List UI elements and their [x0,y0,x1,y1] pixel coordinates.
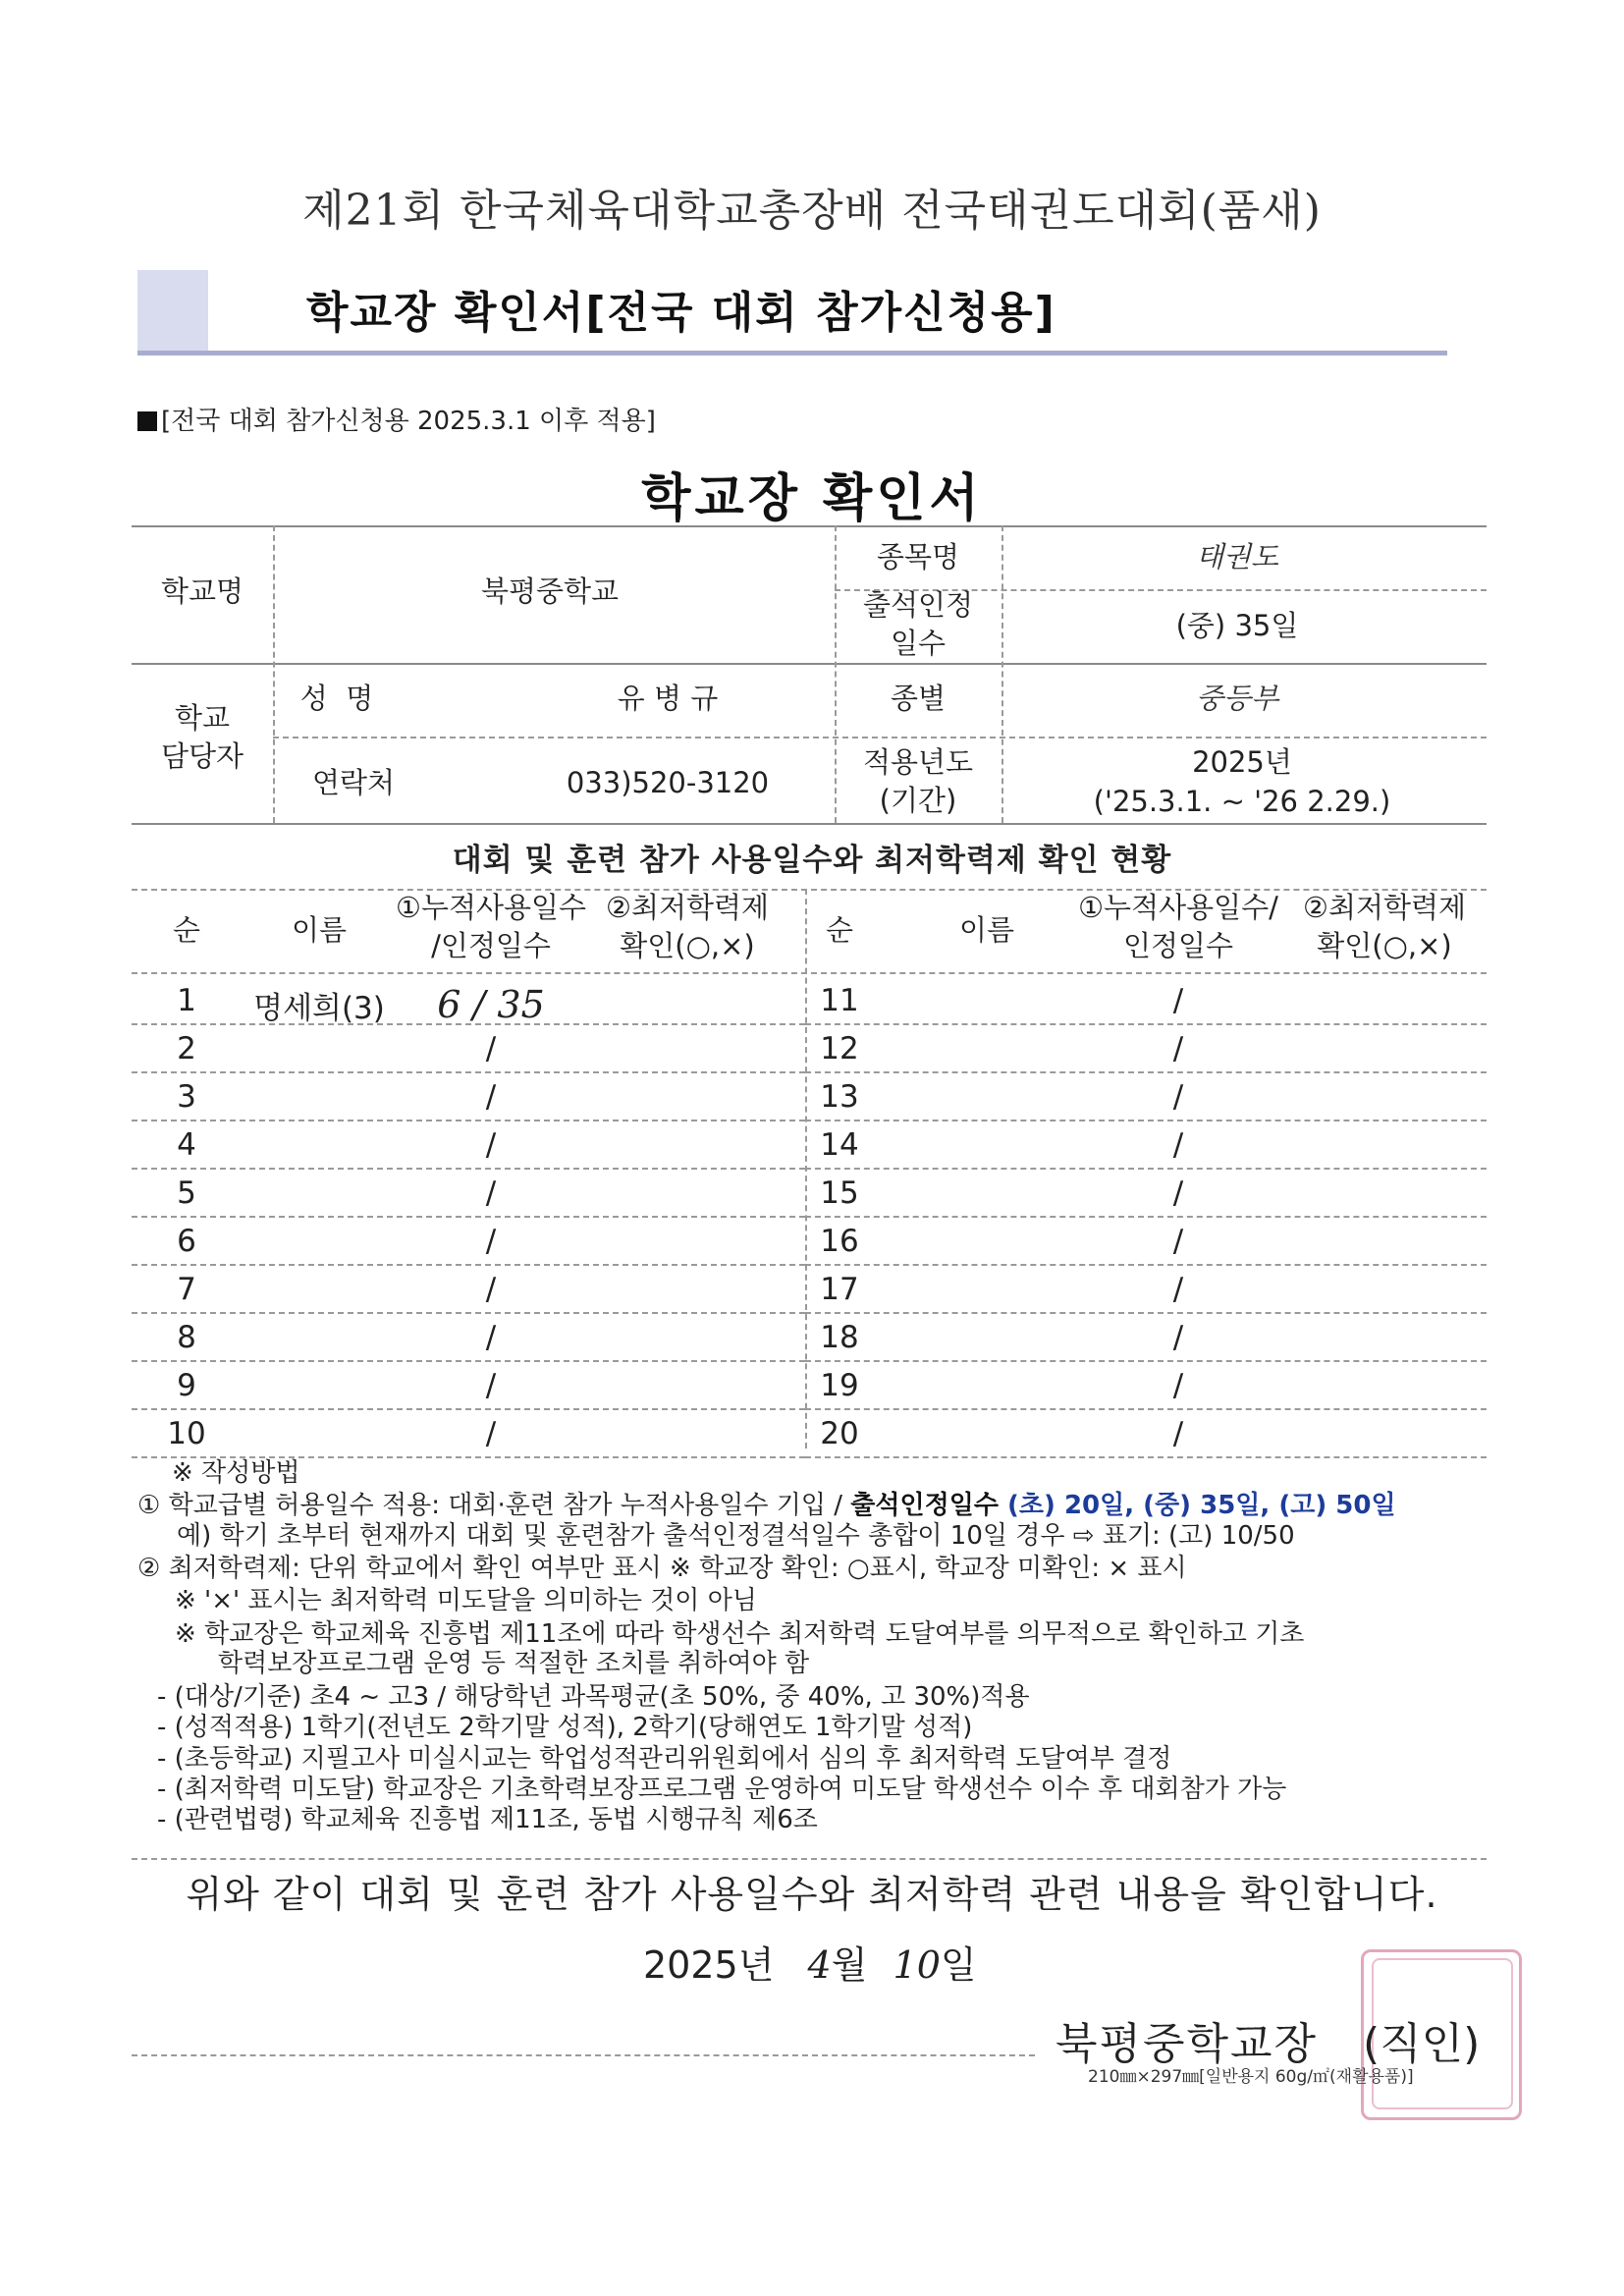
table-row-rule [805,1120,1487,1121]
row-days: / [485,1416,497,1451]
table-row-rule [132,1120,805,1121]
row-name: 명세희(3) [253,991,385,1026]
row-number: 4 [177,1127,196,1163]
info-table-divider [1001,525,1003,823]
date-day-unit: 일 [940,1943,977,1987]
detail-item: - (성적적용) 1학기(전년도 2학기말 성적), 2학기(당해연도 1학기말 성적) [157,1713,973,1742]
col-header-name: 이름 [291,913,348,947]
instruction-2-note-a: ※ '×' 표시는 최저학력 미도달을 의미하는 것이 아님 [175,1586,757,1615]
row-number: 16 [820,1224,859,1259]
confirmation-date [643,1935,977,1989]
sport-value: 태권도 [1195,540,1279,574]
detail-item: - (대상/기준) 초4 ~ 고3 / 해당학년 과목평균(초 50%, 중 40%, 고 30%)적용 [157,1682,1030,1712]
school-label: 학교명 [160,574,244,608]
row-days: / [1172,1031,1184,1066]
date-year: 2025년 [643,1943,775,1987]
col-header-check: ②최저학력제 확인(○,×) [1302,891,1467,963]
table-row-rule [132,1216,805,1218]
seal-label: (직인) [1363,2019,1481,2069]
row-days: / [1172,1127,1184,1163]
table-row-rule [805,1360,1487,1362]
notes-rule [132,1858,1487,1860]
row-days: / [485,1368,497,1403]
table-row-rule [805,1408,1487,1410]
table-row-rule [805,1264,1487,1266]
instruction-1-example: 예) 학기 초부터 현재까지 대회 및 훈련참가 출석인정결석일수 총합이 10일 경우 ⇨ 표기: (고) 10/50 [177,1521,1295,1551]
row-days: / [1172,1175,1184,1211]
table-row-rule [132,1264,805,1266]
confirmation-statement: 위와 같이 대회 및 훈련 참가 사용일수와 최저학력 관련 내용을 확인합니다. [186,1873,1438,1916]
table-row-rule [132,1360,805,1362]
event-title: 제21회 한국체육대학교총장배 전국태권도대회(품새) [302,186,1322,236]
square-bullet-icon [137,411,157,431]
table-row-rule [805,1312,1487,1314]
row-days: / [485,1127,497,1163]
detail-item: - (초등학교) 지필고사 미실시교는 학업성적관리위원회에서 심의 후 최저학력 도달여부 결정 [157,1744,1172,1774]
row-days: / [1172,1079,1184,1115]
row-number: 18 [820,1320,859,1355]
info-table-rule [132,823,1487,825]
row-number: 14 [820,1127,859,1163]
period-value: ('25.3.1. ~ '26 2.29.) [1093,785,1391,818]
table-row-rule [132,1071,805,1073]
row-number: 5 [177,1175,196,1211]
paper-spec: 210㎜×297㎜[일반용지 60g/㎡(재활용품)] [1088,2067,1414,2087]
table-row-rule [132,1408,805,1410]
instruction-1-highlight: (초) 20일, (중) 35일, (고) 50일 [998,1491,1396,1520]
info-table-rule [132,663,1487,665]
col-header-days: ①누적사용일수 /인정일수 [395,891,587,963]
row-number: 9 [177,1368,196,1403]
instruction-2-note-b-cont: 학력보장프로그램 운영 등 적절한 조치를 취하여야 함 [218,1649,810,1678]
attendance-label: 출석인정 일수 [862,588,974,661]
row-days: / [1172,1224,1184,1259]
col-header-no: 순 [825,913,853,947]
row-number: 15 [820,1175,859,1211]
contact-label: 연락처 [311,766,396,799]
row-days: / [1172,1272,1184,1307]
col-header-no: 순 [172,913,200,947]
row-days: / [1172,1368,1184,1403]
apply-note-text: [전국 대회 참가신청용 2025.3.1 이후 적용] [161,407,656,436]
info-table-top-rule [132,525,1487,527]
row-number: 11 [820,983,859,1018]
row-number: 7 [177,1272,196,1307]
row-number: 19 [820,1368,859,1403]
row-days: / [1172,1416,1184,1451]
detail-item: - (관련법령) 학교체육 진흥법 제11조, 동법 시행규칙 제6조 [157,1805,818,1834]
name-label: 성 명 [299,682,374,715]
row-days: / [485,1224,497,1259]
row-days: / [485,1320,497,1355]
instructions-heading: ※ 작성방법 [172,1458,300,1488]
col-header-days: ①누적사용일수/ 인정일수 [1078,891,1278,963]
instructions [137,1458,1512,1861]
date-month: 4 [807,1943,832,1987]
table-row-rule [805,1216,1487,1218]
row-days: / [485,1272,497,1307]
table-row-rule [132,1312,805,1314]
detail-item: - (최저학력 미도달) 학교장은 기초학력보장프로그램 운영하여 미도달 학생선수 이수 후 대회참가 가능 [157,1775,1287,1804]
col-header-check: ②최저학력제 확인(○,×) [605,891,770,963]
row-number: 8 [177,1320,196,1355]
table-row-rule [805,1071,1487,1073]
instruction-1-text: ① 학교급별 허용일수 적용: 대회·훈련 참가 누적사용일수 기입 / [137,1491,851,1520]
apply-note [137,401,656,437]
row-number: 6 [177,1224,196,1259]
instruction-2: ② 최저학력제: 단위 학교에서 확인 여부만 표시 ※ 학교장 확인: ○표시, 학교장 미확인: × 표시 [137,1554,1187,1583]
instruction-1 [137,1491,1396,1522]
main-title: 학교장 확인서 [641,469,983,528]
manager-label: 학교 담당자 [160,701,244,774]
date-month-unit: 월 [831,1943,868,1987]
col-header-name: 이름 [958,913,1015,947]
table-row-rule [132,1168,805,1170]
row-days: 6 / 35 [437,983,545,1026]
row-number: 2 [177,1031,196,1066]
banner-rule [137,351,1447,355]
info-table-rule [273,737,1487,738]
category-value: 중등부 [1195,682,1279,715]
banner-accent [137,270,208,351]
date-day: 10 [893,1943,941,1987]
instruction-2-note-b: ※ 학교장은 학교체육 진흥법 제11조에 따라 학생선수 최저학력 도달여부를 의무적으로 확인하고 기초 [175,1619,1305,1649]
row-days: / [485,1031,497,1066]
signature-rule [132,2054,1035,2056]
row-number: 20 [820,1416,859,1451]
signer-title: 북평중학교장 [1056,2019,1319,2069]
category-label: 종별 [890,682,947,715]
row-number: 1 [177,983,196,1018]
name-value: 유 병 규 [617,682,719,715]
roster-table-header-rule [132,972,1487,974]
year-value: 2025년 [1192,745,1292,779]
row-days: / [1172,983,1184,1018]
banner-title: 학교장 확인서[전국 대회 참가신청용] [306,288,1056,338]
school-value: 북평중학교 [480,574,620,608]
row-number: 13 [820,1079,859,1115]
row-number: 17 [820,1272,859,1307]
row-days: / [485,1175,497,1211]
row-number: 10 [167,1416,206,1451]
instruction-1-bold: 출석인정일수 [850,1491,999,1520]
section-title: 대회 및 훈련 참가 사용일수와 최저학력제 확인 현황 [452,843,1172,878]
row-days: / [485,1079,497,1115]
year-label: 적용년도 (기간) [862,745,974,818]
table-row-rule [805,1168,1487,1170]
row-days: / [1172,1320,1184,1355]
row-number: 12 [820,1031,859,1066]
sport-label: 종목명 [876,540,960,574]
row-number: 3 [177,1079,196,1115]
attendance-value: (중) 35일 [1175,609,1299,642]
table-row-rule [805,1023,1487,1025]
contact-value: 033)520-3120 [566,766,770,799]
